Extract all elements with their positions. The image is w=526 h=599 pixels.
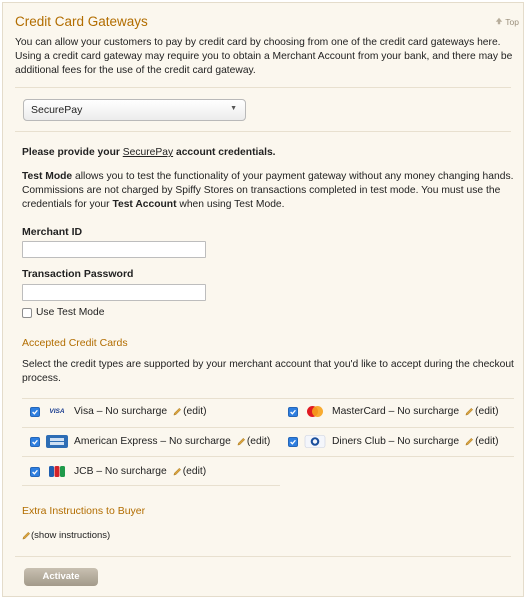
edit-link[interactable]: (edit) <box>182 466 207 477</box>
gateway-name-link[interactable]: SecurePay <box>122 147 174 158</box>
accepted-cards-description: Select the credit types are supported by your merchant account that you'd like to accept during the checkout process. <box>22 359 514 384</box>
card-name: Visa – No surcharge <box>74 406 168 417</box>
divider <box>22 427 514 428</box>
show-instructions-label: (show instructions) <box>31 530 111 541</box>
credentials-suffix: account credentials. <box>173 147 276 158</box>
pencil-icon[interactable] <box>465 437 474 446</box>
edit-link[interactable]: (edit) <box>475 406 499 417</box>
credit-card-gateways-panel <box>2 2 524 597</box>
divider <box>22 398 514 399</box>
test-mode-option <box>22 307 105 318</box>
show-instructions-link[interactable] <box>22 530 110 541</box>
transaction-password-input[interactable] <box>22 284 206 301</box>
transaction-password-label: Transaction Password <box>22 268 134 280</box>
edit-link[interactable]: (edit) <box>475 436 499 447</box>
diners-checkbox[interactable] <box>288 437 298 447</box>
divider <box>22 485 280 486</box>
pencil-icon[interactable] <box>173 467 182 476</box>
edit-link[interactable]: (edit) <box>183 406 207 417</box>
card-option-amex <box>30 435 270 448</box>
gateway-select[interactable] <box>23 99 246 121</box>
test-mode-text: allows you to test the functionality of your payment gateway without any money changing hands. Commissions are not charged by Spiffy Stores on transactions completed in test mode. You must use the credentials for your <box>22 171 514 210</box>
credentials-prefix: Please provide your <box>22 147 123 158</box>
mastercard-logo-icon <box>304 405 326 418</box>
pencil-icon[interactable] <box>237 437 246 446</box>
chevron-down-icon: ▼ <box>230 105 237 112</box>
top-link[interactable] <box>495 17 519 27</box>
card-name: MasterCard – No surcharge <box>332 406 460 417</box>
credentials-heading <box>22 147 276 158</box>
card-name: JCB – No surcharge <box>74 466 167 477</box>
card-option-jcb <box>30 465 206 478</box>
arrow-up-icon <box>495 17 503 27</box>
amex-checkbox[interactable] <box>30 437 40 447</box>
top-link-label: Top <box>505 17 519 27</box>
jcb-checkbox[interactable] <box>30 467 40 477</box>
divider <box>15 556 511 557</box>
visa-checkbox[interactable] <box>30 407 40 417</box>
test-mode-strong: Test Mode <box>22 171 73 182</box>
divider <box>15 87 511 88</box>
intro-text: You can allow your customers to pay by credit card by choosing from one of the credit card gateways here. Using a credit card gateway may require you to obtain a Merchant Account from your bank, and there may be additional fees for the use of the credit card gateway. <box>15 37 513 76</box>
activate-button[interactable]: Activate <box>24 568 98 586</box>
card-option-mastercard <box>288 405 499 418</box>
diners-logo-icon <box>304 435 326 448</box>
card-name: Diners Club – No surcharge <box>332 436 460 447</box>
amex-logo-icon <box>46 435 68 448</box>
divider <box>15 131 511 132</box>
test-mode-checkbox[interactable] <box>22 308 32 318</box>
divider <box>22 456 514 457</box>
jcb-logo-icon <box>46 465 68 478</box>
card-option-diners <box>288 435 499 448</box>
card-name: American Express – No surcharge <box>74 436 231 447</box>
extra-instructions-heading: Extra Instructions to Buyer <box>22 505 146 517</box>
test-mode-label: Use Test Mode <box>36 307 105 318</box>
mastercard-checkbox[interactable] <box>288 407 298 417</box>
pencil-icon[interactable] <box>465 407 474 416</box>
page-title: Credit Card Gateways <box>15 14 148 29</box>
merchant-id-label: Merchant ID <box>22 226 83 238</box>
pencil-icon <box>22 531 31 540</box>
pencil-icon[interactable] <box>173 407 182 416</box>
test-mode-note <box>22 170 514 212</box>
accepted-cards-heading: Accepted Credit Cards <box>22 337 128 349</box>
visa-logo-icon: VISA <box>49 408 65 415</box>
test-mode-text-end: when using Test Mode. <box>176 199 285 210</box>
test-account-strong: Test Account <box>112 199 177 210</box>
gateway-select-value: SecurePay <box>31 104 83 116</box>
card-option-visa <box>30 405 207 418</box>
edit-link[interactable]: (edit) <box>246 436 271 447</box>
merchant-id-input[interactable] <box>22 241 206 258</box>
